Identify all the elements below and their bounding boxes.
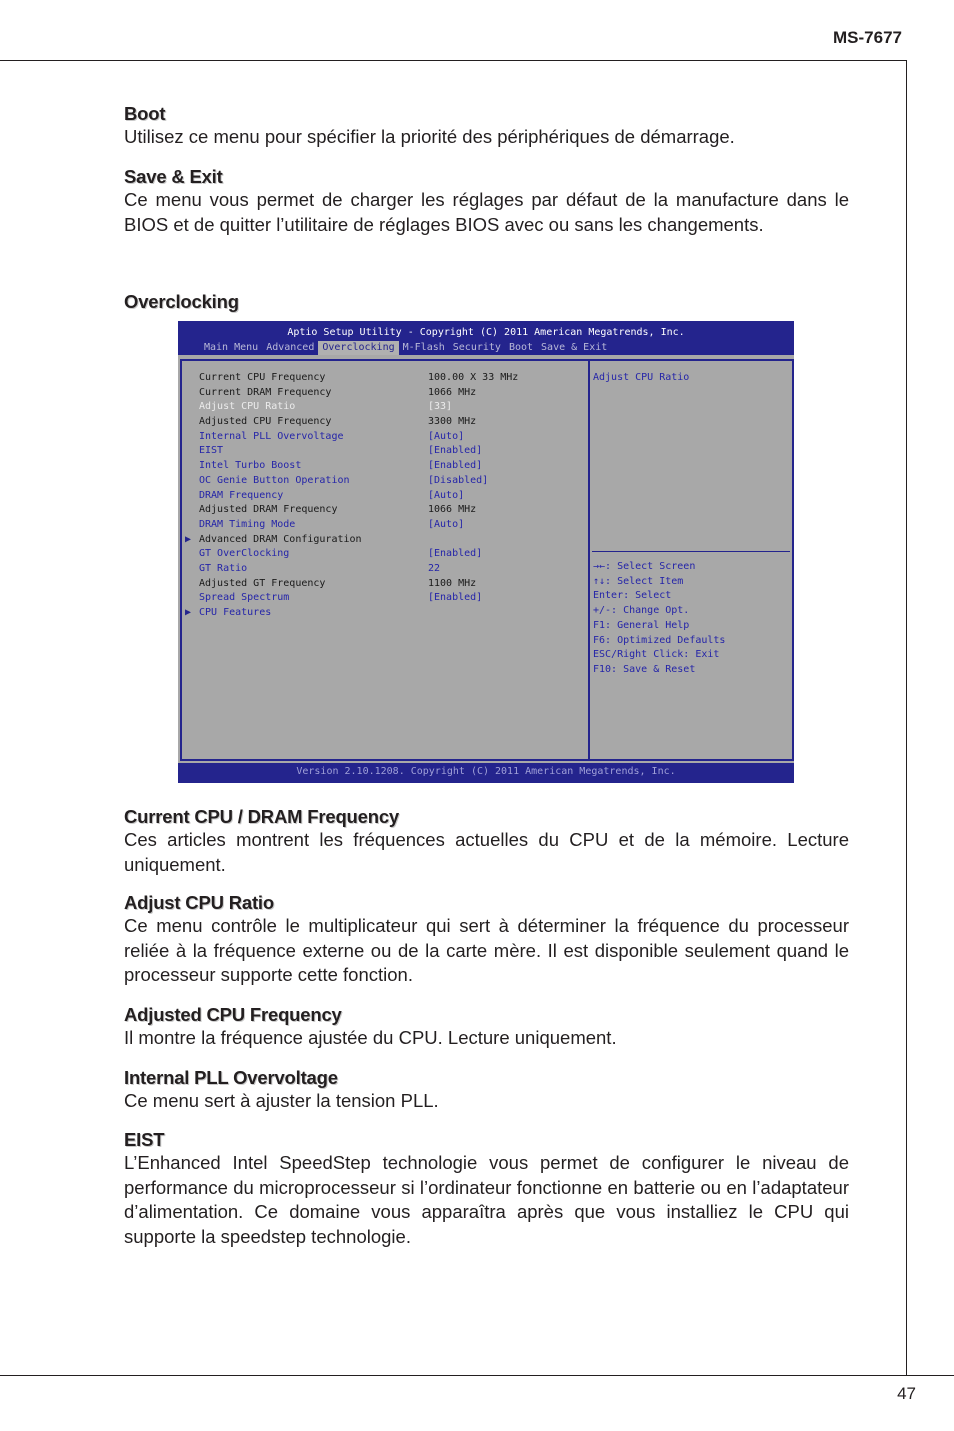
bios-setting-row[interactable]: [185, 459, 585, 474]
bios-setting-value[interactable]: [Auto]: [428, 489, 465, 501]
bios-tab-advanced[interactable]: Advanced: [266, 342, 315, 353]
bios-setting-value: 3300 MHz: [428, 416, 477, 428]
section-save-exit: [124, 165, 849, 237]
bios-setting-row[interactable]: [185, 371, 585, 386]
section-heading: Current CPU / DRAM Frequency: [124, 806, 400, 827]
bios-help-keys: [593, 560, 725, 678]
help-key-enter: Enter: Select: [593, 590, 672, 602]
bios-setting-value[interactable]: [Auto]: [428, 518, 465, 530]
bios-tab-main-menu[interactable]: Main Menu: [204, 342, 259, 353]
bios-setting-value[interactable]: [Enabled]: [428, 460, 483, 472]
bios-setting-label: Current CPU Frequency: [199, 372, 326, 383]
bios-tab-boot[interactable]: Boot: [508, 342, 534, 353]
bios-setting-label: Adjusted GT Frequency: [199, 577, 326, 589]
bios-settings-list: [185, 371, 585, 621]
bios-setting-label: DRAM Timing Mode: [199, 518, 296, 530]
bios-setting-value: 1100 MHz: [428, 577, 477, 589]
bios-setting-label: CPU Features: [199, 607, 272, 618]
help-key-f10: F10: Save & Reset: [593, 663, 696, 675]
bios-setting-label: Internal PLL Overvoltage: [199, 430, 344, 442]
bios-setting-row[interactable]: [185, 562, 585, 577]
help-key-select-item: ↑↓: Select Item: [593, 575, 684, 587]
bios-setting-label: Intel Turbo Boost: [199, 460, 302, 472]
section-heading: Adjust CPU Ratio: [124, 892, 274, 913]
side-rule: [906, 60, 907, 1376]
bios-version: Version 2.10.1208. Copyright (C) 2011 American Megatrends, Inc.: [296, 766, 676, 777]
bios-setting-row[interactable]: [185, 533, 585, 548]
header-rule: [0, 60, 907, 61]
bios-setting-label: Advanced DRAM Configuration: [199, 533, 362, 545]
bios-tab-m-flash[interactable]: M-Flash: [402, 342, 445, 353]
bios-setting-row[interactable]: [185, 518, 585, 533]
section-heading: Overclocking: [124, 291, 239, 312]
section-boot: [124, 102, 849, 150]
section-heading: Adjusted CPU Frequency: [124, 1004, 342, 1025]
bios-tabs: [200, 341, 611, 355]
section-body: Ce menu sert à ajuster la tension PLL.: [124, 1090, 439, 1111]
bios-screenshot: [178, 321, 794, 783]
bios-setting-value[interactable]: [33]: [428, 401, 453, 413]
bios-settings-panel: [180, 359, 592, 761]
section-heading: Save & Exit: [124, 166, 223, 187]
bios-setting-value[interactable]: [Enabled]: [428, 548, 483, 560]
bios-title: Aptio Setup Utility - Copyright (C) 2011 American Megatrends, Inc.: [287, 327, 685, 338]
bios-setting-row[interactable]: [185, 386, 585, 401]
bios-title-bar: [178, 321, 794, 355]
section-heading: Internal PLL Overvoltage: [124, 1067, 338, 1088]
section-heading: Boot: [124, 103, 166, 124]
help-key-esc: ESC/Right Click: Exit: [593, 649, 720, 661]
bios-setting-label: Current DRAM Frequency: [199, 386, 332, 398]
bios-setting-value[interactable]: [Auto]: [428, 430, 465, 442]
help-key-change-opt: +/-: Change Opt.: [593, 605, 690, 617]
bios-setting-value: 1066 MHz: [428, 504, 477, 516]
section-body: Il montre la fréquence ajustée du CPU. Lecture uniquement.: [124, 1027, 617, 1048]
section-internal-pll: [124, 1066, 849, 1114]
bios-setting-row[interactable]: [185, 430, 585, 445]
section-body: Ce menu vous permet de charger les réglages par défaut de la manufacture dans le BIOS et de quitter l’utilitaire de réglages BIOS avec ou sans les changements.: [124, 189, 849, 235]
section-current-frequency: [124, 805, 849, 877]
section-heading: EIST: [124, 1129, 165, 1150]
bios-help-title: Adjust CPU Ratio: [593, 372, 690, 383]
help-key-select-screen: →←: Select Screen: [593, 561, 696, 572]
bios-setting-row[interactable]: [185, 577, 585, 592]
submenu-arrow-icon: ▶: [185, 533, 192, 545]
bios-help-divider: [592, 551, 790, 552]
bios-setting-row[interactable]: [185, 606, 585, 621]
bios-setting-label: Adjust CPU Ratio: [199, 401, 296, 413]
bios-setting-row[interactable]: [185, 444, 585, 459]
help-key-f1: F1: General Help: [593, 619, 690, 631]
bios-tab-overclocking[interactable]: Overclocking: [318, 341, 398, 355]
bios-tab-save-exit[interactable]: Save & Exit: [541, 342, 608, 353]
bios-help-panel: [588, 359, 794, 761]
bios-setting-label: DRAM Frequency: [199, 489, 284, 501]
section-adjusted-cpu-frequency: [124, 1003, 849, 1051]
bios-setting-label: Adjusted CPU Frequency: [199, 416, 332, 428]
section-overclocking: [124, 290, 849, 313]
page-number: 47: [897, 1384, 916, 1403]
footer-rule: [0, 1375, 954, 1376]
bios-setting-value[interactable]: [Enabled]: [428, 592, 483, 604]
bios-setting-row[interactable]: [185, 474, 585, 489]
help-key-f6: F6: Optimized Defaults: [593, 634, 726, 646]
bios-setting-value[interactable]: [Disabled]: [428, 474, 489, 486]
bios-setting-label: EIST: [199, 445, 224, 457]
bios-setting-label: Adjusted DRAM Frequency: [199, 504, 338, 516]
section-body: Ces articles montrent les fréquences actuelles du CPU et de la mémoire. Lecture uniquement.: [124, 829, 849, 875]
bios-setting-value: 100.00 X 33 MHz: [428, 372, 519, 383]
section-body: Utilisez ce menu pour spécifier la priorité des périphériques de démarrage.: [124, 126, 735, 147]
bios-setting-value[interactable]: 22: [428, 562, 441, 574]
section-eist: [124, 1128, 849, 1249]
bios-footer-bar: [178, 763, 794, 783]
bios-setting-label: GT OverClocking: [199, 548, 290, 560]
bios-setting-row[interactable]: [185, 489, 585, 504]
submenu-arrow-icon: ▶: [185, 607, 192, 618]
section-adjust-cpu-ratio: [124, 891, 849, 988]
model-number: MS-7677: [833, 28, 902, 47]
bios-setting-row[interactable]: [185, 503, 585, 518]
bios-setting-row[interactable]: [185, 415, 585, 430]
section-body: L’Enhanced Intel SpeedStep technologie vous permet de configurer le niveau de performance du microprocesseur si l’ordinateur fonctionne en batterie ou en l’adaptateur d’alimentation. Ce domaine vous apparaîtra après que vous installiez le CPU qui supporte la speedstep technologie.: [124, 1152, 849, 1247]
bios-setting-value: 1066 MHz: [428, 386, 477, 398]
bios-setting-label: OC Genie Button Operation: [199, 474, 350, 486]
section-body: Ce menu contrôle le multiplicateur qui sert à déterminer la fréquence du processeur reliée à la fréquence externe ou de la carte mère. Il est disponible seulement quand le processeur supporte cette fonction.: [124, 915, 849, 985]
bios-tab-security[interactable]: Security: [452, 342, 501, 353]
bios-setting-value[interactable]: [Enabled]: [428, 445, 483, 457]
bios-setting-row[interactable]: [185, 400, 585, 415]
bios-setting-label: GT Ratio: [199, 562, 248, 574]
bios-setting-label: Spread Spectrum: [199, 592, 290, 604]
bios-setting-row[interactable]: [185, 591, 585, 606]
bios-setting-row[interactable]: [185, 547, 585, 562]
